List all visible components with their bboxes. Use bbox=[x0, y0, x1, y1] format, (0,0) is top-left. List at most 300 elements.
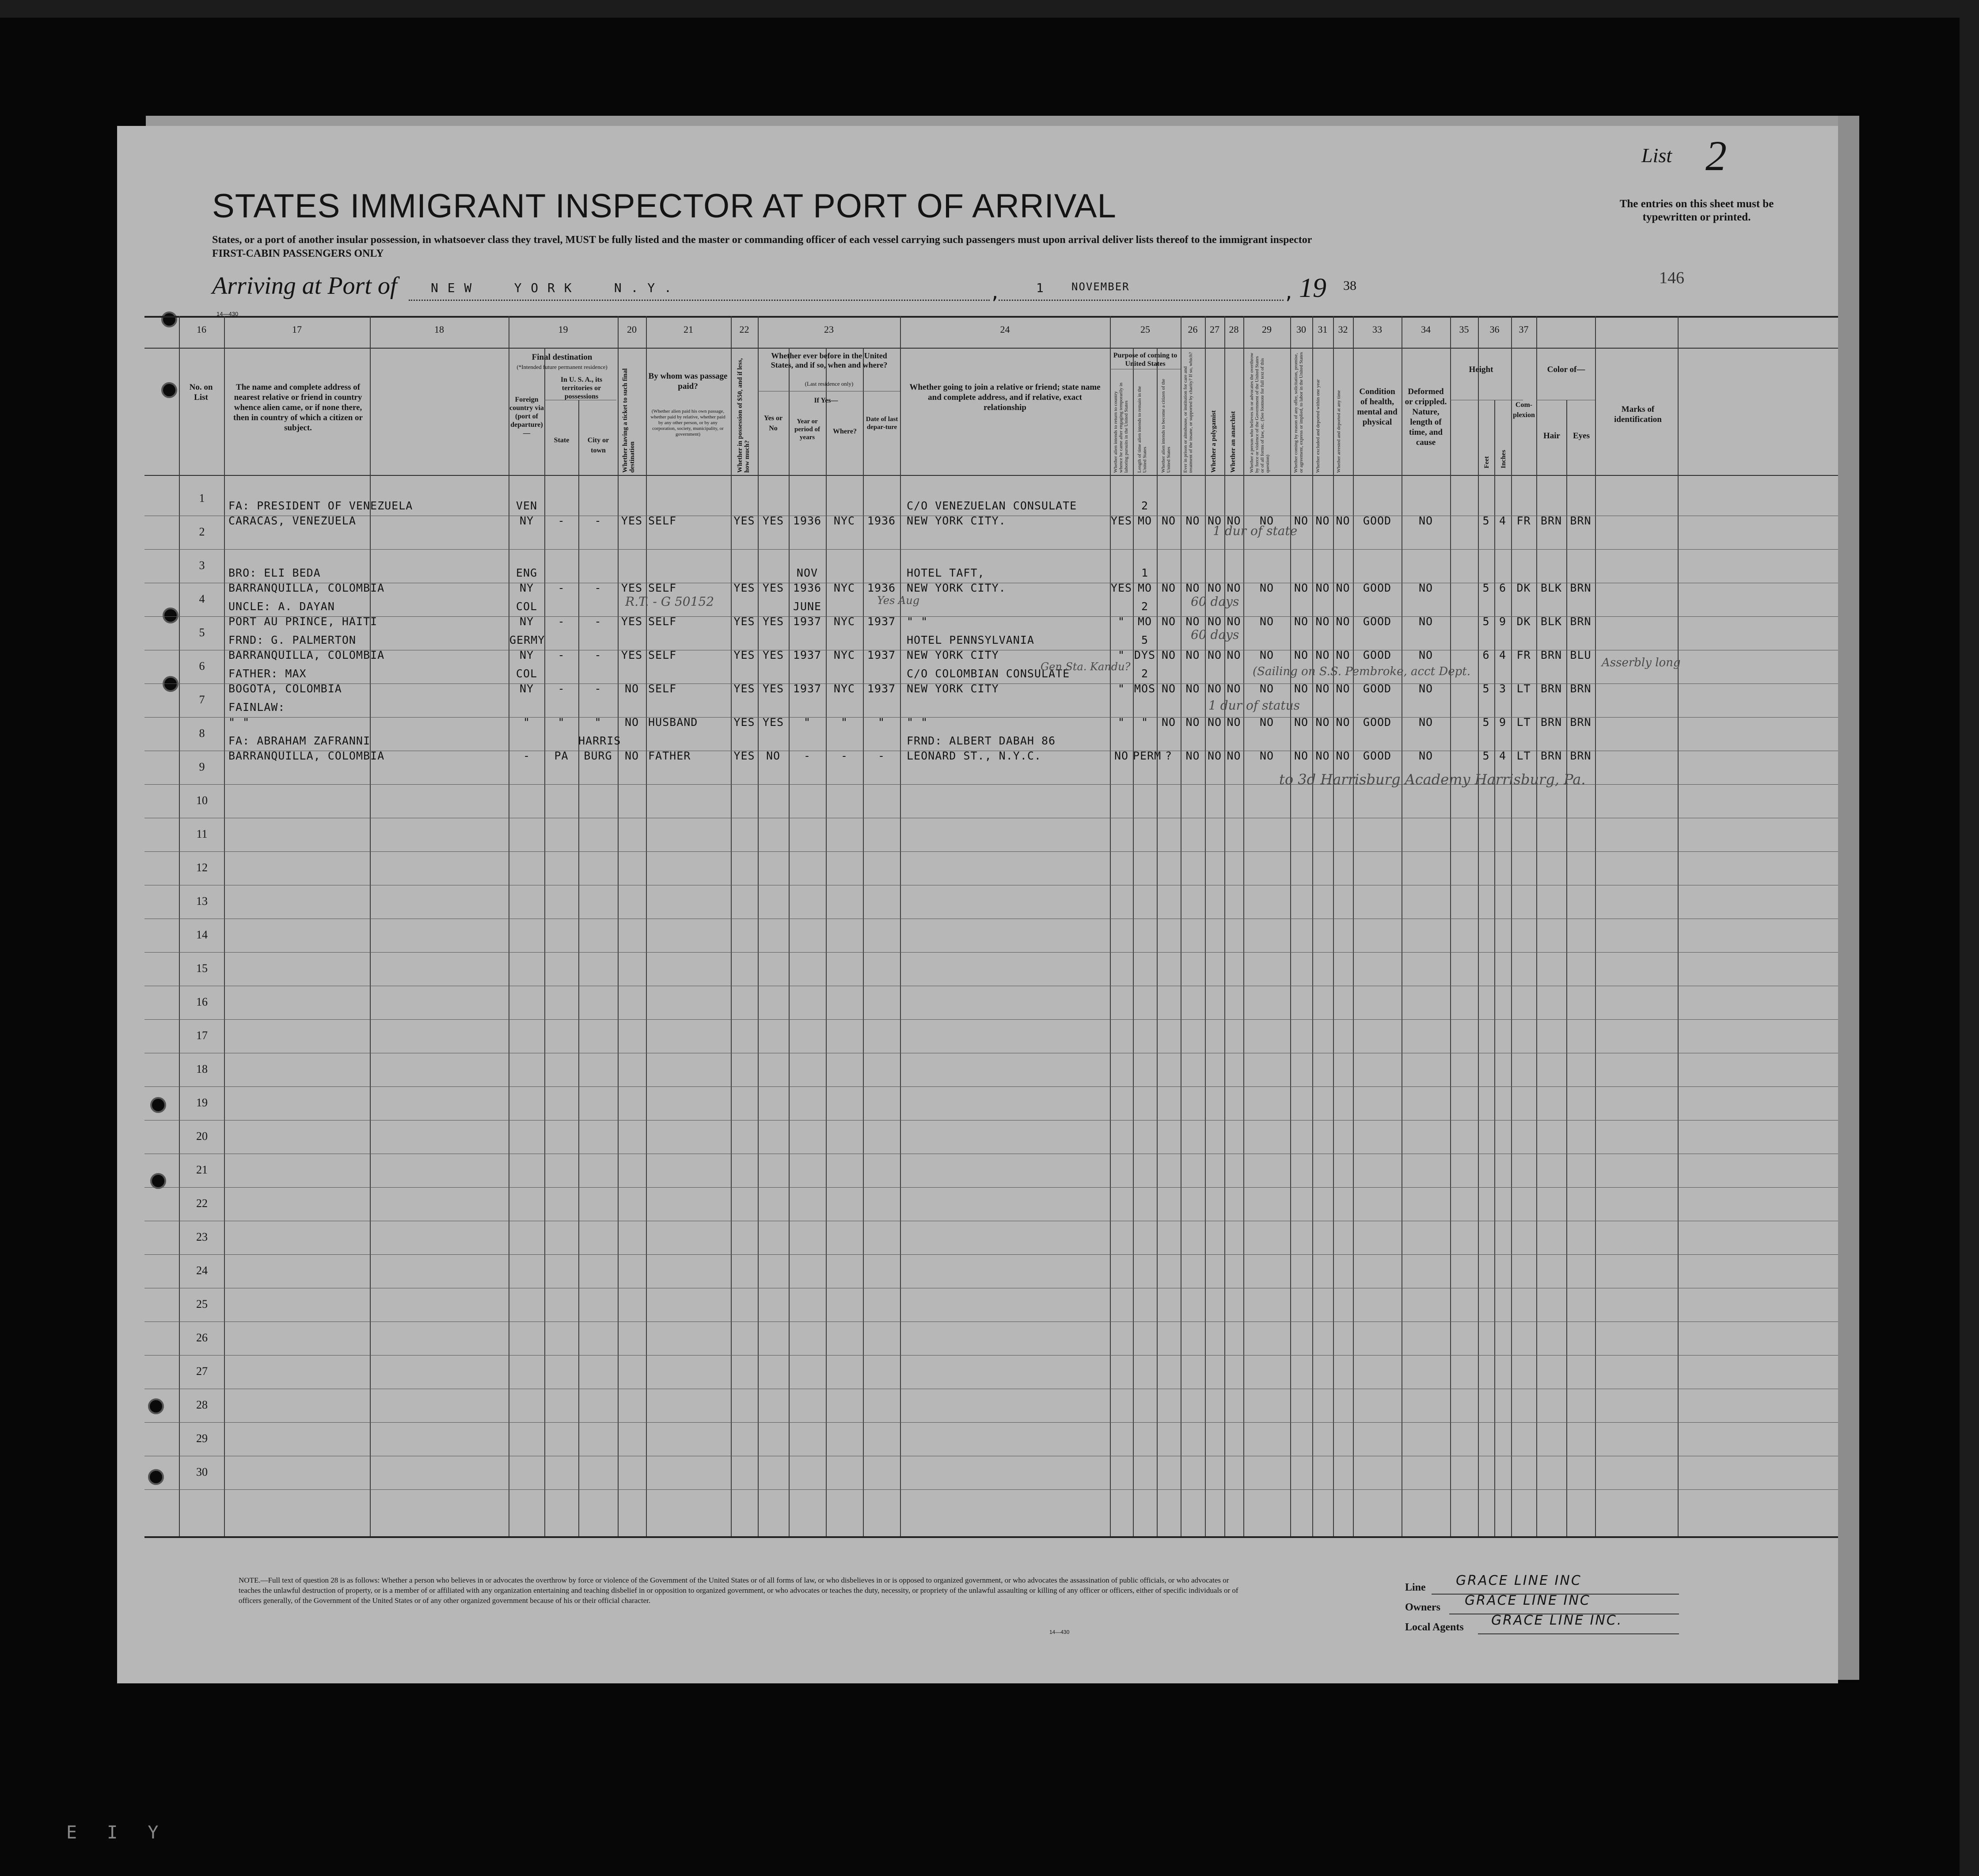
header-date-departure: Date of last depar-ture bbox=[866, 416, 898, 431]
q28-value: NO bbox=[1259, 749, 1274, 762]
header-height: Height bbox=[1469, 365, 1493, 374]
where-value: NYC bbox=[833, 615, 855, 628]
join-line-1: HOTEL PENNSYLVANIA bbox=[907, 634, 1034, 646]
header-if-yes: If Yes— bbox=[814, 397, 838, 404]
before-value: YES bbox=[762, 649, 784, 661]
table-top-rule bbox=[144, 316, 1838, 318]
stay-length: PERM bbox=[1133, 749, 1162, 762]
ticket-value: YES bbox=[621, 649, 643, 661]
via-country: ENG bbox=[516, 566, 538, 579]
labor-value: NO bbox=[1294, 649, 1309, 661]
relative-line-2: CARACAS, VENEZUELA bbox=[228, 514, 356, 527]
header-prison: Ever in prison or almshouse, or institution for care and treatment of the insane, or supported by charity? If so, which? bbox=[1183, 352, 1193, 473]
complexion-value: FR bbox=[1516, 649, 1531, 661]
purpose-return: " bbox=[1117, 716, 1125, 729]
relative-line-2: BARRANQUILLA, COLOMBIA bbox=[228, 649, 385, 661]
line-label: Line bbox=[1405, 1582, 1426, 1593]
agents-label: Local Agents bbox=[1405, 1622, 1464, 1633]
anarchist-value: NO bbox=[1227, 649, 1241, 661]
header-purpose: Purpose of coming to United States bbox=[1113, 352, 1178, 368]
row-number: 6 bbox=[199, 660, 205, 672]
height-inches: 3 bbox=[1499, 682, 1507, 695]
row-rule bbox=[144, 1086, 1838, 1087]
via-country: GERMY bbox=[509, 634, 545, 646]
height-feet: 5 bbox=[1482, 581, 1490, 594]
excluded-value: NO bbox=[1315, 615, 1330, 628]
column-number: 24 bbox=[1000, 324, 1010, 335]
row-rule bbox=[144, 851, 1838, 852]
header-rule bbox=[144, 348, 1838, 349]
stay-length-top: 2 bbox=[1141, 600, 1149, 613]
column-number: 28 bbox=[1229, 324, 1239, 335]
row-number: 2 bbox=[199, 525, 205, 538]
steamship-line: GRACE LINE INC bbox=[1456, 1573, 1582, 1588]
row-number: 25 bbox=[196, 1298, 208, 1310]
join-line-2: LEONARD ST., N.Y.C. bbox=[907, 749, 1041, 762]
column-number: 20 bbox=[627, 324, 637, 335]
q28-value: NO bbox=[1259, 649, 1274, 661]
relative-line-1: BRO: ELI BEDA bbox=[228, 566, 321, 579]
prison-value: NO bbox=[1185, 649, 1200, 661]
q28-value: NO bbox=[1259, 514, 1274, 527]
header-last-residence: (Last residence only) bbox=[805, 380, 854, 387]
header-bottom-rule bbox=[144, 475, 1838, 476]
arrested-value: NO bbox=[1336, 615, 1350, 628]
citizen-intent: NO bbox=[1161, 716, 1176, 729]
relative-line-2: BARRANQUILLA, COLOMBIA bbox=[228, 749, 385, 762]
stay-length-top: 5 bbox=[1141, 634, 1149, 646]
header-question-28: Whether a person who believes in or advocates the overthrow by force or violence of the Government of the United States or of all forms of law, etc. (See footnote for full text of this question) bbox=[1249, 353, 1270, 473]
col-divider bbox=[646, 316, 647, 1538]
health-value: GOOD bbox=[1363, 581, 1392, 594]
column-number: 29 bbox=[1262, 324, 1272, 335]
health-value: GOOD bbox=[1363, 514, 1392, 527]
ticket-value: NO bbox=[624, 682, 639, 695]
polygamist-value: NO bbox=[1207, 682, 1222, 695]
year-value: 1937 bbox=[793, 682, 822, 695]
col-divider bbox=[1290, 316, 1291, 1538]
height-inches: 9 bbox=[1499, 615, 1507, 628]
header-excluded: Whether excluded and deported within one year bbox=[1315, 379, 1321, 473]
passage-paid-by: SELF bbox=[648, 581, 677, 594]
via-port: NY bbox=[519, 581, 534, 594]
join-line-1: C/O VENEZUELAN CONSULATE bbox=[907, 499, 1077, 512]
departure-value: - bbox=[877, 749, 885, 762]
row-number: 11 bbox=[196, 828, 208, 840]
stay-length: DYS bbox=[1134, 649, 1156, 661]
deformed-value: NO bbox=[1418, 581, 1433, 594]
col-divider bbox=[1566, 400, 1567, 1538]
eyes-value: BRN bbox=[1570, 749, 1592, 762]
before-value: YES bbox=[762, 682, 784, 695]
arrival-year-suffix: 38 bbox=[1343, 278, 1356, 293]
arrival-month: NOVEMBER bbox=[1071, 281, 1130, 293]
col-divider bbox=[1450, 316, 1451, 1538]
row-number: 1 bbox=[199, 492, 205, 505]
health-value: GOOD bbox=[1363, 615, 1392, 628]
q28-value: NO bbox=[1259, 581, 1274, 594]
col-divider bbox=[1678, 316, 1679, 1538]
header-in-usa: In U. S. A., its territories or possessions bbox=[560, 376, 603, 400]
column-number: 27 bbox=[1210, 324, 1219, 335]
hair-value: BRN bbox=[1540, 716, 1562, 729]
eyes-value: BRN bbox=[1570, 514, 1592, 527]
column-number: 23 bbox=[824, 324, 834, 335]
col-divider bbox=[1353, 316, 1354, 1538]
passenger-class: FIRST-CABIN PASSENGERS ONLY bbox=[212, 248, 384, 259]
labor-value: NO bbox=[1294, 615, 1309, 628]
row-number: 18 bbox=[196, 1063, 208, 1075]
col-divider bbox=[1110, 316, 1111, 1538]
eyes-value: BRN bbox=[1570, 581, 1592, 594]
purpose-return: YES bbox=[1110, 581, 1132, 594]
destination-city: " bbox=[594, 716, 602, 729]
row-number: 27 bbox=[196, 1365, 208, 1378]
height-feet: 5 bbox=[1482, 615, 1490, 628]
col-divider bbox=[900, 316, 901, 1538]
handwritten-note: R.T. - G 50152 bbox=[625, 594, 714, 609]
row-number: 7 bbox=[199, 693, 205, 706]
ticket-value: NO bbox=[624, 749, 639, 762]
row-number: 8 bbox=[199, 727, 205, 740]
form-code: 14—430 bbox=[217, 311, 239, 317]
complexion-value: LT bbox=[1516, 749, 1531, 762]
header-nearest-relative: The name and complete address of nearest relative or friend in country whence alien came, or if none there, then in country of which a citizen or subject. bbox=[233, 383, 363, 433]
year-top: NOV bbox=[796, 566, 818, 579]
destination-state: - bbox=[558, 682, 565, 695]
stay-length-top: 1 bbox=[1141, 566, 1149, 579]
row-number: 29 bbox=[196, 1432, 208, 1445]
row-rule bbox=[144, 1254, 1838, 1255]
column-number: 16 bbox=[197, 324, 206, 335]
column-number: 30 bbox=[1296, 324, 1306, 335]
where-value: NYC bbox=[833, 581, 855, 594]
hair-value: BLK bbox=[1540, 615, 1562, 628]
arrival-port: N E W Y O R K N . Y . bbox=[431, 281, 672, 295]
money-value: YES bbox=[733, 514, 755, 527]
polygamist-value: NO bbox=[1207, 514, 1222, 527]
header-complexion: Com-plexion bbox=[1513, 401, 1535, 419]
relative-line-1: FAINLAW: bbox=[228, 701, 285, 714]
via-port: NY bbox=[519, 682, 534, 695]
year-value: 1937 bbox=[793, 649, 822, 661]
port-underline bbox=[409, 300, 990, 301]
height-inches: 6 bbox=[1499, 581, 1507, 594]
deformed-value: NO bbox=[1418, 749, 1433, 762]
passage-paid-by: SELF bbox=[648, 615, 677, 628]
health-value: GOOD bbox=[1363, 716, 1392, 729]
q28-value: NO bbox=[1259, 716, 1274, 729]
header-fifty-dollars: Whether in possession of $50, and if less, how much? bbox=[737, 358, 751, 473]
citizen-intent: NO bbox=[1161, 514, 1176, 527]
header-feet: Feet bbox=[1483, 456, 1490, 468]
health-value: GOOD bbox=[1363, 682, 1392, 695]
destination-city-top: HARRIS bbox=[578, 734, 621, 747]
join-line-2: " " bbox=[907, 716, 928, 729]
where-value: NYC bbox=[833, 649, 855, 661]
height-feet: 5 bbox=[1482, 716, 1490, 729]
hair-value: BRN bbox=[1540, 749, 1562, 762]
arrested-value: NO bbox=[1336, 716, 1350, 729]
via-country: VEN bbox=[516, 499, 538, 512]
header-polygamist: Whether a polygamist bbox=[1210, 410, 1217, 473]
year-value: " bbox=[803, 716, 811, 729]
arrested-value: NO bbox=[1336, 581, 1350, 594]
health-value: GOOD bbox=[1363, 649, 1392, 661]
row-rule bbox=[144, 1019, 1838, 1020]
money-value: YES bbox=[733, 615, 755, 628]
money-value: YES bbox=[733, 682, 755, 695]
join-line-1: FRND: ALBERT DABAH 86 bbox=[907, 734, 1056, 747]
departure-value: 1937 bbox=[867, 649, 896, 661]
handwritten-note: Gen Sta. Kandu? bbox=[1041, 661, 1131, 673]
column-number: 32 bbox=[1338, 324, 1348, 335]
header-labor-offer: Whether coming by reason of any offer, solicitation, promise, or agreement, express or implied, to labor in the United States bbox=[1293, 352, 1304, 473]
film-frame-code: E I Y bbox=[66, 1823, 168, 1843]
list-number-box bbox=[1641, 132, 1727, 179]
destination-state: - bbox=[558, 581, 565, 594]
stay-length: MO bbox=[1137, 615, 1152, 628]
join-line-1: C/O COLOMBIAN CONSULATE bbox=[907, 667, 1070, 680]
anarchist-value: NO bbox=[1227, 749, 1241, 762]
eyes-value: BRN bbox=[1570, 716, 1592, 729]
passage-paid-by: FATHER bbox=[648, 749, 691, 762]
arrival-year-prefix: 19 bbox=[1299, 273, 1326, 303]
film-frame-right bbox=[1960, 0, 1979, 1876]
row-number: 5 bbox=[199, 626, 205, 639]
money-value: YES bbox=[733, 716, 755, 729]
col-divider bbox=[1478, 316, 1479, 1538]
money-value: YES bbox=[733, 581, 755, 594]
ticket-value: YES bbox=[621, 514, 643, 527]
ticket-value: YES bbox=[621, 581, 643, 594]
deformed-value: NO bbox=[1418, 682, 1433, 695]
excluded-value: NO bbox=[1315, 581, 1330, 594]
ticket-value: NO bbox=[624, 716, 639, 729]
anarchist-value: NO bbox=[1227, 514, 1241, 527]
destination-city: - bbox=[594, 649, 602, 661]
anarchist-value: NO bbox=[1227, 716, 1241, 729]
join-line-1: HOTEL TAFT, bbox=[907, 566, 985, 579]
prison-value: NO bbox=[1185, 581, 1200, 594]
complexion-value: DK bbox=[1516, 615, 1531, 628]
column-number: 25 bbox=[1140, 324, 1150, 335]
handwritten-note: to 3d Harrisburg Academy Harrisburg, Pa. bbox=[1279, 771, 1586, 788]
header-city: City or town bbox=[587, 437, 609, 454]
purpose-return: NO bbox=[1114, 749, 1129, 762]
list-instruction: The entries on this sheet must be typewritten or printed. bbox=[1619, 198, 1774, 223]
join-line-2: NEW YORK CITY bbox=[907, 682, 999, 695]
prison-value: NO bbox=[1185, 514, 1200, 527]
stay-length: MO bbox=[1137, 581, 1152, 594]
deformed-value: NO bbox=[1418, 649, 1433, 661]
polygamist-value: NO bbox=[1207, 581, 1222, 594]
row-rule bbox=[144, 1489, 1838, 1490]
eyes-value: BRN bbox=[1570, 615, 1592, 628]
purpose-return: " bbox=[1117, 649, 1125, 661]
destination-city: - bbox=[594, 581, 602, 594]
deformed-value: NO bbox=[1418, 716, 1433, 729]
row-number: 23 bbox=[196, 1230, 208, 1243]
header-passage-paid: By whom was passage paid? bbox=[648, 372, 728, 391]
page-subtitle: States, or a port of another insular possession, in whatsoever class they travel, MUST be fully listed and the master or commanding officer of each vessel carrying such passengers must upon arrival deliver lists thereof to the immigrant inspector bbox=[212, 234, 1312, 246]
purpose-return: " bbox=[1117, 682, 1125, 695]
relative-line-1: FATHER: MAX bbox=[228, 667, 307, 680]
row-number: 15 bbox=[196, 962, 208, 975]
prison-value: NO bbox=[1185, 716, 1200, 729]
row-number: 30 bbox=[196, 1466, 208, 1478]
join-line-2: NEW YORK CITY. bbox=[907, 514, 1006, 527]
handwritten-note: Asserbly long bbox=[1602, 656, 1681, 669]
excluded-value: NO bbox=[1315, 514, 1330, 527]
arrested-value: NO bbox=[1336, 682, 1350, 695]
via-port: NY bbox=[519, 615, 534, 628]
destination-state: - bbox=[558, 514, 565, 527]
eyes-value: BRN bbox=[1570, 682, 1592, 695]
row-number: 20 bbox=[196, 1130, 208, 1143]
row-rule bbox=[144, 549, 1838, 550]
arrested-value: NO bbox=[1336, 749, 1350, 762]
destination-state: - bbox=[558, 615, 565, 628]
health-value: GOOD bbox=[1363, 749, 1392, 762]
polygamist-value: NO bbox=[1207, 615, 1222, 628]
column-number: 18 bbox=[434, 324, 444, 335]
purpose-return: YES bbox=[1110, 514, 1132, 527]
year-value: - bbox=[803, 749, 811, 762]
destination-city: - bbox=[594, 615, 602, 628]
citizen-intent: NO bbox=[1161, 615, 1176, 628]
via-country: COL bbox=[516, 600, 538, 613]
row-number: 10 bbox=[196, 794, 208, 807]
page-title: STATES IMMIGRANT INSPECTOR AT PORT OF ARRIVAL bbox=[212, 187, 1117, 225]
join-line-2: NEW YORK CITY bbox=[907, 649, 999, 661]
header-purpose-return: Whether alien intends to return to country whence he came after engaging temporarily in laboring pursuits in the United States bbox=[1113, 382, 1129, 473]
header-ever-before: Whether ever before in the United States, and if so, when and where? bbox=[771, 351, 888, 369]
excluded-value: NO bbox=[1315, 749, 1330, 762]
row-rule bbox=[144, 952, 1838, 953]
relative-line-1: UNCLE: A. DAYAN bbox=[228, 600, 335, 613]
arrested-value: NO bbox=[1336, 514, 1350, 527]
stay-length: MO bbox=[1137, 514, 1152, 527]
labor-value: NO bbox=[1294, 716, 1309, 729]
purpose-return: " bbox=[1117, 615, 1125, 628]
where-value: NYC bbox=[833, 682, 855, 695]
row-number: 28 bbox=[196, 1398, 208, 1411]
complexion-value: LT bbox=[1516, 716, 1531, 729]
stay-length: " bbox=[1141, 716, 1149, 729]
header-deformed: Deformed or crippled. Nature, length of time, and cause bbox=[1405, 387, 1447, 447]
eyes-value: BLU bbox=[1570, 649, 1592, 661]
deformed-value: NO bbox=[1418, 615, 1433, 628]
height-inches: 9 bbox=[1499, 716, 1507, 729]
labor-value: NO bbox=[1294, 514, 1309, 527]
anarchist-value: NO bbox=[1227, 682, 1241, 695]
column-number: 37 bbox=[1519, 324, 1529, 335]
relative-line-1: FA: PRESIDENT OF VENEZUELA bbox=[228, 499, 413, 512]
handwritten-note: 60 days bbox=[1191, 627, 1239, 642]
list-number: 2 bbox=[1706, 132, 1727, 179]
col-divider bbox=[578, 400, 579, 1538]
row-number: 24 bbox=[196, 1264, 208, 1277]
destination-state: PA bbox=[554, 749, 569, 762]
col-divider bbox=[731, 316, 732, 1538]
header-final-destination-note: (*Intended future permanent residence) bbox=[517, 364, 608, 370]
departure-value: 1937 bbox=[867, 682, 896, 695]
polygamist-value: NO bbox=[1207, 716, 1222, 729]
column-number: 17 bbox=[292, 324, 302, 335]
col-divider bbox=[1312, 316, 1313, 1538]
col-divider bbox=[618, 316, 619, 1538]
hair-value: BRN bbox=[1540, 649, 1562, 661]
film-frame-top bbox=[0, 0, 1979, 18]
destination-state: - bbox=[558, 649, 565, 661]
anarchist-value: NO bbox=[1227, 581, 1241, 594]
prison-value: NO bbox=[1185, 615, 1200, 628]
join-line-2: NEW YORK CITY. bbox=[907, 581, 1006, 594]
col-divider bbox=[1205, 316, 1206, 1538]
year-top: JUNE bbox=[793, 600, 822, 613]
prison-value: NO bbox=[1185, 749, 1200, 762]
column-number: 19 bbox=[558, 324, 568, 335]
footer-form-code: 14—430 bbox=[1049, 1629, 1070, 1635]
column-number: 22 bbox=[739, 324, 749, 335]
anarchist-value: NO bbox=[1227, 615, 1241, 628]
row-number: 9 bbox=[199, 760, 205, 773]
height-feet: 5 bbox=[1482, 682, 1490, 695]
header-where: Where? bbox=[833, 428, 857, 435]
height-feet: 5 bbox=[1482, 749, 1490, 762]
column-number: 26 bbox=[1188, 324, 1198, 335]
year-value: 1936 bbox=[793, 581, 822, 594]
stay-length-top: 2 bbox=[1141, 667, 1149, 680]
via-port: NY bbox=[519, 649, 534, 661]
hair-value: BRN bbox=[1540, 514, 1562, 527]
handwritten-note: (Sailing on S.S. Pembroke, acct Dept. bbox=[1253, 665, 1470, 678]
complexion-value: FR bbox=[1516, 514, 1531, 527]
year-value: 1936 bbox=[793, 514, 822, 527]
row-number: 13 bbox=[196, 895, 208, 908]
row-number: 3 bbox=[199, 559, 205, 572]
passage-paid-by: SELF bbox=[648, 649, 677, 661]
destination-city: - bbox=[594, 514, 602, 527]
row-number: 17 bbox=[196, 1029, 208, 1042]
header-length-stay: Length of time alien intends to remain in the United States bbox=[1137, 386, 1147, 473]
col-divider bbox=[1333, 316, 1334, 1538]
column-number: 31 bbox=[1318, 324, 1328, 335]
labor-value: NO bbox=[1294, 749, 1309, 762]
header-yes-no: Yes or No bbox=[763, 414, 783, 432]
via-port: NY bbox=[519, 514, 534, 527]
handwritten-note: Yes Aug bbox=[877, 594, 920, 607]
relative-line-2: " " bbox=[228, 716, 250, 729]
citizen-intent: NO bbox=[1161, 649, 1176, 661]
header-arrested: Whether arrested and deported at any time bbox=[1336, 390, 1341, 473]
col-divider bbox=[758, 316, 759, 1538]
header-no-on-list: No. on List bbox=[189, 383, 213, 402]
relative-line-2: BOGOTA, COLOMBIA bbox=[228, 682, 342, 695]
where-value: - bbox=[840, 749, 848, 762]
money-value: YES bbox=[733, 649, 755, 661]
relative-line-1: FRND: G. PALMERTON bbox=[228, 634, 356, 646]
row-number: 16 bbox=[196, 995, 208, 1008]
departure-value: 1936 bbox=[867, 581, 896, 594]
departure-value: 1937 bbox=[867, 615, 896, 628]
before-value: YES bbox=[762, 581, 784, 594]
ticket-value: YES bbox=[621, 615, 643, 628]
relative-line-1: FA: ABRAHAM ZAFRANNI bbox=[228, 734, 371, 747]
height-feet: 6 bbox=[1482, 649, 1490, 661]
column-number: 36 bbox=[1489, 324, 1500, 335]
